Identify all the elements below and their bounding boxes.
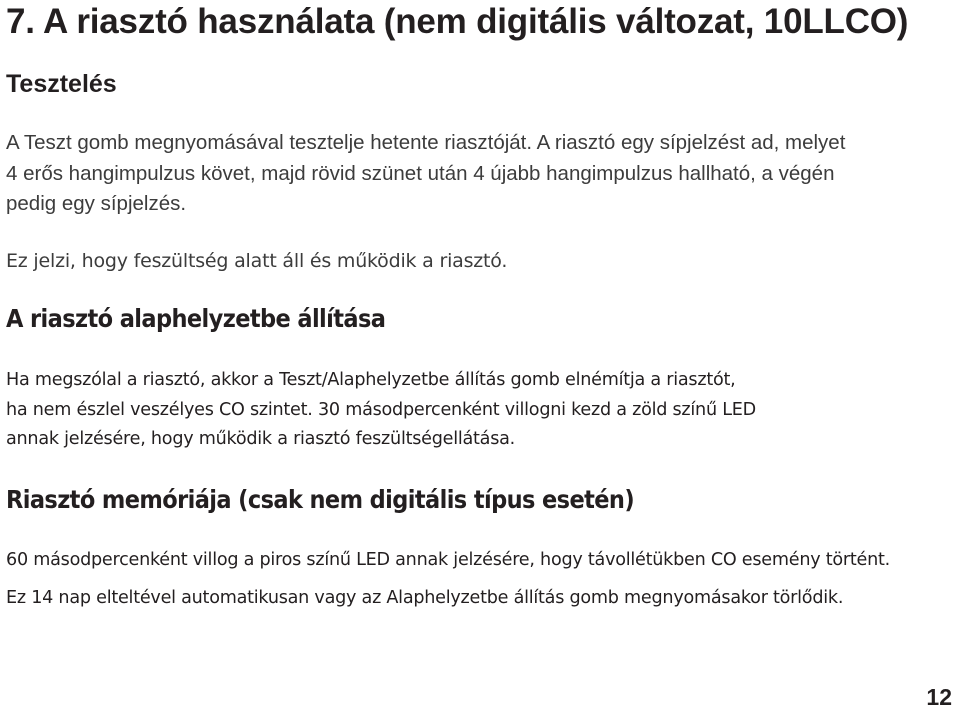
paragraph-line: 4 erős hangimpulzus követ, majd rövid szünet után 4 újabb hangimpulzus hallható, a végén [6,161,835,185]
memory-clear-paragraph [6,584,843,614]
page-title: 7. A riasztó használata (nem digitális változat, 10LLCO) [6,2,909,41]
memory-paragraph [6,546,890,576]
paragraph-line: pedig egy sípjelzés. [6,192,187,215]
section-heading-reset: A riasztó alaphelyzetbe állítása [6,304,386,333]
reset-paragraph [6,366,756,455]
section-heading-testing: Tesztelés [6,70,117,98]
paragraph-line: ha nem észlel veszélyes CO szintet. 30 másodpercenként villogni kezd a zöld színű LED [6,399,756,420]
paragraph-line: Ez 14 nap elteltével automatikusan vagy az Alaphelyzetbe állítás gomb megnyomásakor törlődik. [6,588,844,608]
paragraph-line: Ha megszólal a riasztó, akkor a Teszt/Alaphelyzetbe állítás gomb elnémítja a riasztót, [6,370,736,390]
section-heading-memory: Riasztó memóriája (csak nem digitális típus esetén) [6,485,635,514]
testing-paragraph [6,128,845,220]
paragraph-line: annak jelzésére, hogy működik a riasztó feszültségellátása. [6,429,515,449]
paragraph-line: 60 másodpercenként villog a piros színű LED annak jelzésére, hogy távollétükben CO esemény történt. [6,550,890,570]
paragraph-line: A Teszt gomb megnyomásával tesztelje hetente riasztóját. A riasztó egy sípjelzést ad, melyet [6,131,846,154]
testing-note-paragraph [6,246,507,277]
paragraph-line: Ez jelzi, hogy feszültség alatt áll és működik a riasztó. [6,250,508,272]
page-number: 12 [926,684,952,710]
